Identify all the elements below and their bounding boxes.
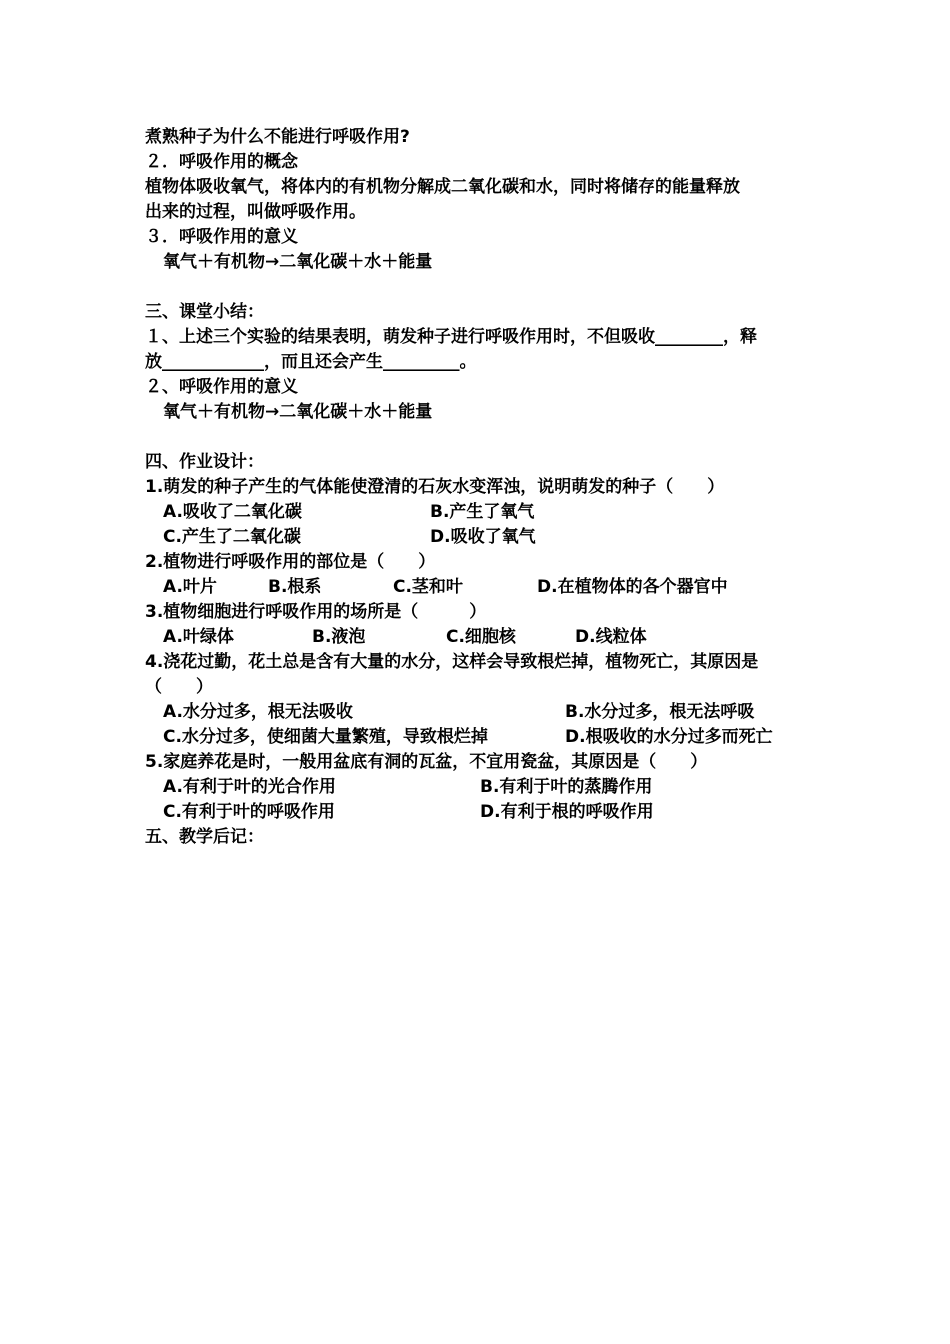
q1-option-b: B.产生了氧气	[430, 502, 535, 522]
q2-option-a: A.叶片	[163, 577, 217, 597]
summary-formula: 氧气＋有机物→二氧化碳＋水＋能量	[163, 402, 433, 422]
q2-stem: 2.植物进行呼吸作用的部位是（ ）	[145, 552, 436, 572]
q5-option-d: D.有利于根的呼吸作用	[480, 802, 654, 822]
q3-stem: 3.植物细胞进行呼吸作用的场所是（ ）	[145, 602, 487, 622]
q2-option-d: D.在植物体的各个器官中	[537, 577, 728, 597]
q2-option-b: B.根系	[268, 577, 322, 597]
q2-option-c: C.茎和叶	[393, 577, 463, 597]
concept-text-line-2: 出来的过程，叫做呼吸作用。	[145, 202, 366, 222]
q5-option-a: A.有利于叶的光合作用	[163, 777, 336, 797]
summary-line-1: １、上述三个实验的结果表明，萌发种子进行呼吸作用时，不但吸收________，释	[145, 327, 757, 347]
q1-stem: 1.萌发的种子产生的气体能使澄清的石灰水变浑浊，说明萌发的种子（ ）	[145, 477, 725, 497]
summary-line-2: 放____________，而且还会产生_________。	[145, 352, 477, 372]
q4-option-d: D.根吸收的水分过多而死亡	[565, 727, 773, 747]
q1-option-a: A.吸收了二氧化碳	[163, 502, 302, 522]
q3-option-d: D.线粒体	[575, 627, 647, 647]
q4-option-c: C.水分过多，使细菌大量繁殖，导致根烂掉	[163, 727, 488, 747]
question-cooked-seeds: 煮熟种子为什么不能进行呼吸作用?	[145, 127, 410, 147]
q5-option-b: B.有利于叶的蒸腾作用	[480, 777, 653, 797]
respiration-formula: 氧气＋有机物→二氧化碳＋水＋能量	[163, 252, 433, 272]
summary-heading: 三、课堂小结：	[145, 302, 264, 322]
afterword-heading: 五、教学后记：	[145, 827, 264, 847]
homework-heading: 四、作业设计：	[145, 452, 264, 472]
q4-stem-parentheses: （ ）	[145, 677, 213, 697]
q5-option-c: C.有利于叶的呼吸作用	[163, 802, 335, 822]
q3-option-b: B.液泡	[312, 627, 366, 647]
summary-meaning-heading: ２、呼吸作用的意义	[145, 377, 298, 397]
q4-option-a: A.水分过多，根无法吸收	[163, 702, 353, 722]
q5-stem: 5.家庭养花是时，一般用盆底有洞的瓦盆，不宜用瓷盆，其原因是（ ）	[145, 752, 708, 772]
q1-option-d: D.吸收了氧气	[430, 527, 536, 547]
q4-option-b: B.水分过多，根无法呼吸	[565, 702, 755, 722]
meaning-heading: ３．呼吸作用的意义	[145, 227, 298, 247]
concept-text-line-1: 植物体吸收氧气，将体内的有机物分解成二氧化碳和水，同时将储存的能量释放	[145, 177, 740, 197]
q4-stem: 4.浇花过勤，花土总是含有大量的水分，这样会导致根烂掉，植物死亡，其原因是	[145, 652, 759, 672]
q3-option-c: C.细胞核	[446, 627, 516, 647]
q1-option-c: C.产生了二氧化碳	[163, 527, 301, 547]
concept-heading: ２．呼吸作用的概念	[145, 152, 298, 172]
q3-option-a: A.叶绿体	[163, 627, 234, 647]
